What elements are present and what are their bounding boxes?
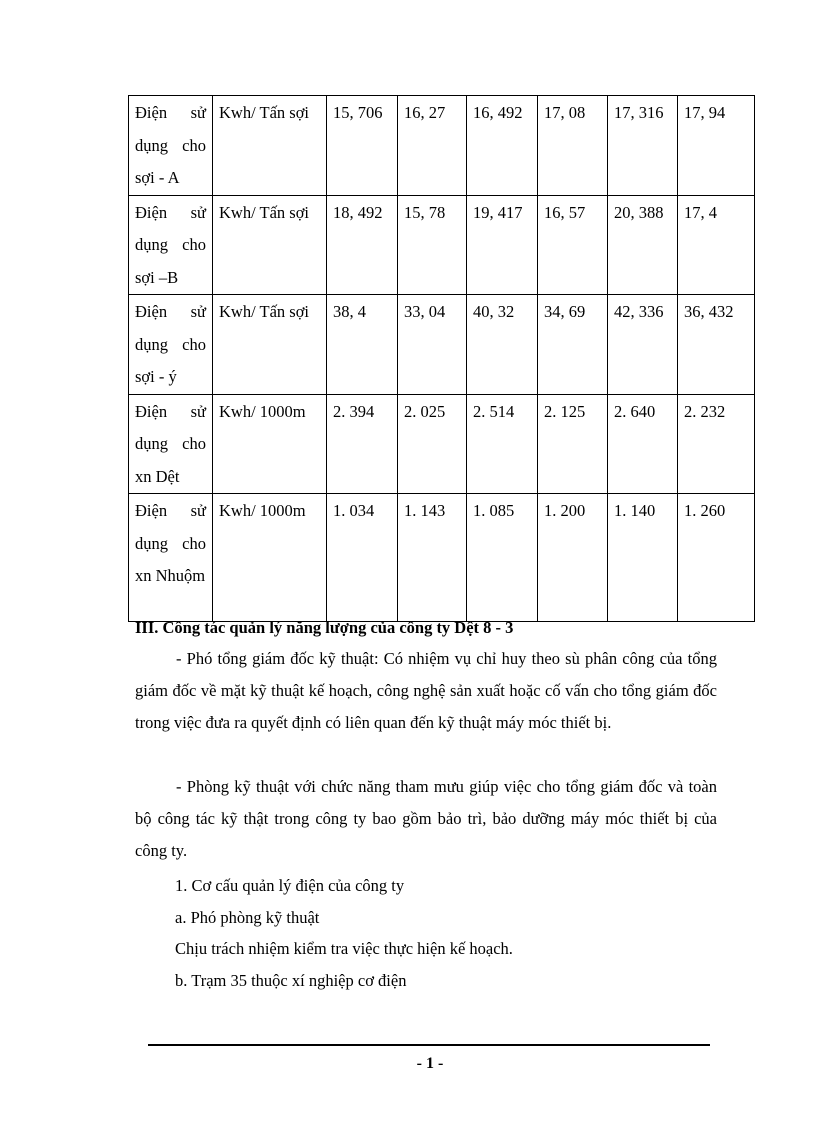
table-row: [129, 96, 755, 196]
section-heading: III. Công tác quản lý năng lượng của công ty Dệt 8 - 3: [135, 618, 514, 637]
table-cell: 18, 492: [327, 195, 398, 295]
row-unit: Kwh/ Tấn sợi: [213, 295, 327, 395]
table-cell: 40, 32: [467, 295, 538, 395]
table-cell: 16, 57: [538, 195, 608, 295]
table-cell: 2. 232: [678, 394, 755, 494]
row-label: Điện sử dụng cho sợi - ý: [129, 295, 213, 395]
table-cell: 1. 260: [678, 494, 755, 622]
table-row: [129, 295, 755, 395]
table-cell: 1. 200: [538, 494, 608, 622]
table-cell: 1. 143: [398, 494, 467, 622]
table-cell: 33, 04: [398, 295, 467, 395]
table-cell: 2. 125: [538, 394, 608, 494]
table-cell: 16, 27: [398, 96, 467, 196]
table-cell: 20, 388: [608, 195, 678, 295]
table-cell: 2. 514: [467, 394, 538, 494]
list-item-structure: 1. Cơ cấu quản lý điện của công ty: [175, 876, 405, 895]
row-label: Điện sử dụng cho xn Dệt: [129, 394, 213, 494]
table-cell: 38, 4: [327, 295, 398, 395]
row-label: Điện sử dụng cho sợi - A: [129, 96, 213, 196]
table-cell: 17, 4: [678, 195, 755, 295]
row-unit: Kwh/ 1000m: [213, 394, 327, 494]
list-item-station: b. Trạm 35 thuộc xí nghiệp cơ điện: [175, 971, 407, 990]
table-cell: 42, 336: [608, 295, 678, 395]
table-cell: 16, 492: [467, 96, 538, 196]
table-row: [129, 394, 755, 494]
row-unit: Kwh/ 1000m: [213, 494, 327, 622]
paragraph-deputy-director: - Phó tổng giám đốc kỹ thuật: Có nhiệm vụ chỉ huy theo sù phân công của tổng giám đốc về mặt kỹ thuật kế hoạch, công nghệ sản xuất hoặc cố vấn cho tổng giám đốc trong việc đưa ra quyết định có liên quan đến kỹ thuật máy móc thiết bị.: [135, 649, 717, 732]
table-cell: 36, 432: [678, 295, 755, 395]
table-cell: 17, 08: [538, 96, 608, 196]
row-label: Điện sử dụng cho xn Nhuộm: [129, 494, 213, 622]
page-number: - 1 -: [416, 1055, 444, 1072]
table-cell: 34, 69: [538, 295, 608, 395]
table-cell: 2. 394: [327, 394, 398, 494]
table-cell: 15, 78: [398, 195, 467, 295]
table-cell: 1. 085: [467, 494, 538, 622]
paragraph-technical-department: - Phòng kỹ thuật với chức năng tham mưu giúp việc cho tổng giám đốc và toàn bộ công tác kỹ thật trong công ty bao gồm bảo trì, bảo dưỡng máy móc thiết bị của công ty.: [135, 777, 717, 860]
table-cell: 2. 640: [608, 394, 678, 494]
list-item-responsibility: Chịu trách nhiệm kiểm tra việc thực hiện kế hoạch.: [175, 939, 513, 958]
row-label: Điện sử dụng cho sợi –B: [129, 195, 213, 295]
row-unit: Kwh/ Tấn sợi: [213, 195, 327, 295]
table-cell: 15, 706: [327, 96, 398, 196]
list-item-deputy-head: a. Phó phòng kỹ thuật: [175, 908, 320, 927]
footer-rule: [148, 1044, 710, 1046]
energy-table: [128, 95, 755, 622]
table-cell: 1. 034: [327, 494, 398, 622]
table-row: [129, 195, 755, 295]
table-cell: 19, 417: [467, 195, 538, 295]
table-row: [129, 494, 755, 622]
table-cell: 17, 316: [608, 96, 678, 196]
table-cell: 2. 025: [398, 394, 467, 494]
table-cell: 1. 140: [608, 494, 678, 622]
table-cell: 17, 94: [678, 96, 755, 196]
row-unit: Kwh/ Tấn sợi: [213, 96, 327, 196]
